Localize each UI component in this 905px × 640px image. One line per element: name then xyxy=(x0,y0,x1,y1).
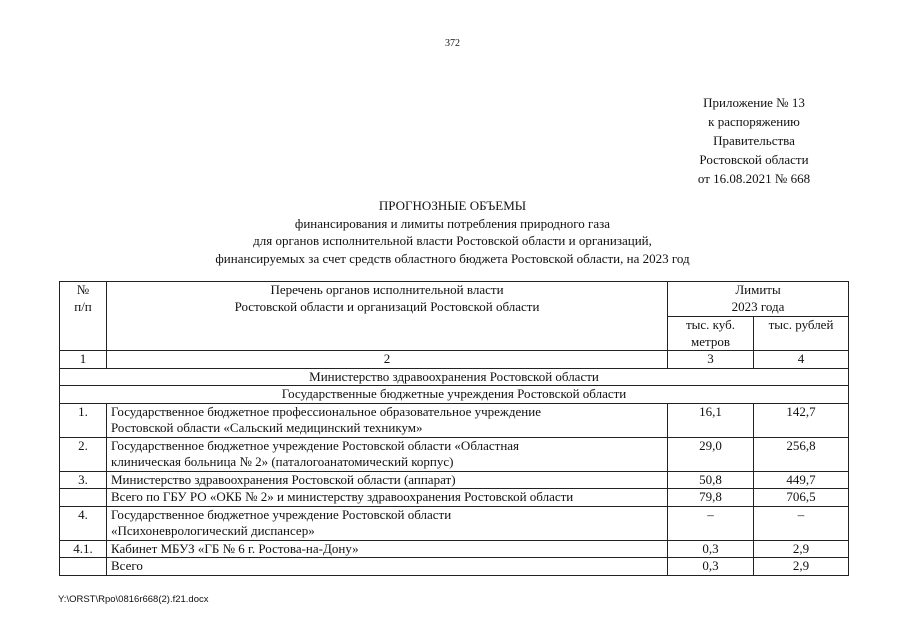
column-number: 4 xyxy=(754,351,849,369)
appendix-line: к распоряжению xyxy=(708,114,800,129)
header-volume-line: тыс. куб. xyxy=(685,317,735,332)
row-name xyxy=(107,437,668,471)
table-row xyxy=(60,540,849,558)
row-volume: 29,0 xyxy=(668,437,754,471)
row-rubles: 449,7 xyxy=(754,471,849,489)
row-num: 4.1. xyxy=(60,540,107,558)
table-row xyxy=(60,403,849,437)
footer-file-path: Y:\ORST\Rpo\0816r668(2).f21.docx xyxy=(58,594,209,605)
row-name: Кабинет МБУЗ «ГБ № 6 г. Ростова-на-Дону» xyxy=(107,540,668,558)
section-row xyxy=(60,368,849,386)
row-volume: 0,3 xyxy=(668,558,754,576)
limits-table xyxy=(59,281,849,576)
section-ministry: Министерство здравоохранения Ростовской области xyxy=(60,368,849,386)
row-name-line: Государственное бюджетное учреждение Ростовской области «Областная xyxy=(111,437,520,453)
row-name-line: «Психоневрологический диспансер» xyxy=(111,523,315,538)
row-name-line: Ростовской области «Сальский медицинский техникум» xyxy=(111,420,423,435)
title-line: финансируемых за счет средств областного бюджета Ростовской области, на 2023 год xyxy=(215,250,690,266)
header-limits-line: 2023 года xyxy=(731,298,785,314)
row-name xyxy=(107,506,668,540)
row-rubles: 706,5 xyxy=(754,489,849,507)
row-volume: 50,8 xyxy=(668,471,754,489)
header-list-line: Ростовской области и организаций Ростовской области xyxy=(234,298,540,314)
header-num-line: п/п xyxy=(74,298,92,314)
header-limits-line: Лимиты xyxy=(735,282,781,297)
column-number: 1 xyxy=(60,351,107,369)
header-list-cell xyxy=(107,282,668,351)
table-total-row xyxy=(60,558,849,576)
row-volume: 0,3 xyxy=(668,540,754,558)
row-num xyxy=(60,489,107,507)
appendix-block xyxy=(654,93,854,188)
appendix-line: Правительства xyxy=(713,133,795,148)
row-rubles: 2,9 xyxy=(754,558,849,576)
title-main: ПРОГНОЗНЫЕ ОБЪЕМЫ xyxy=(378,198,527,213)
row-name xyxy=(107,403,668,437)
row-volume: 16,1 xyxy=(668,403,754,437)
appendix-line: Приложение № 13 xyxy=(703,95,805,110)
table-row xyxy=(60,506,849,540)
row-num xyxy=(60,558,107,576)
column-number: 3 xyxy=(668,351,754,369)
row-num: 1. xyxy=(60,403,107,437)
appendix-line: от 16.08.2021 № 668 xyxy=(697,171,811,186)
header-volume-cell xyxy=(668,317,754,351)
header-num-line: № xyxy=(76,282,90,297)
table-header-row xyxy=(60,282,849,317)
row-name: Всего по ГБУ РО «ОКБ № 2» и министерству здравоохранения Ростовской области xyxy=(107,489,668,507)
header-volume-line: метров xyxy=(691,333,730,349)
row-rubles: – xyxy=(754,506,849,540)
row-rubles: 142,7 xyxy=(754,403,849,437)
page-number: 372 xyxy=(445,38,460,49)
column-numbers-row xyxy=(60,351,849,369)
row-name-line: Государственное бюджетное учреждение Ростовской области xyxy=(111,506,452,522)
row-rubles: 2,9 xyxy=(754,540,849,558)
table-row xyxy=(60,437,849,471)
row-num: 4. xyxy=(60,506,107,540)
title-line: финансирования и лимиты потребления природного газа xyxy=(294,215,611,231)
table-total-row xyxy=(60,489,849,507)
header-rubles-cell: тыс. рублей xyxy=(754,317,849,351)
appendix-line: Ростовской области xyxy=(699,152,809,167)
column-number: 2 xyxy=(107,351,668,369)
row-num: 3. xyxy=(60,471,107,489)
row-name-line: Государственное бюджетное профессиональное образовательное учреждение xyxy=(111,403,541,419)
header-limits-cell xyxy=(668,282,849,317)
section-row xyxy=(60,386,849,404)
table-row xyxy=(60,471,849,489)
header-list-line: Перечень органов исполнительной власти xyxy=(270,282,504,297)
title-line: для органов исполнительной власти Ростовской области и организаций, xyxy=(253,233,652,248)
row-name: Министерство здравоохранения Ростовской области (аппарат) xyxy=(107,471,668,489)
row-name: Всего xyxy=(107,558,668,576)
row-volume: – xyxy=(668,506,754,540)
row-num: 2. xyxy=(60,437,107,471)
row-rubles: 256,8 xyxy=(754,437,849,471)
row-name-line: клиническая больница № 2» (паталогоанатомический корпус) xyxy=(111,454,454,469)
header-num-cell xyxy=(60,282,107,351)
section-state-institutions: Государственные бюджетные учреждения Ростовской области xyxy=(60,386,849,404)
row-volume: 79,8 xyxy=(668,489,754,507)
document-title xyxy=(0,197,905,267)
